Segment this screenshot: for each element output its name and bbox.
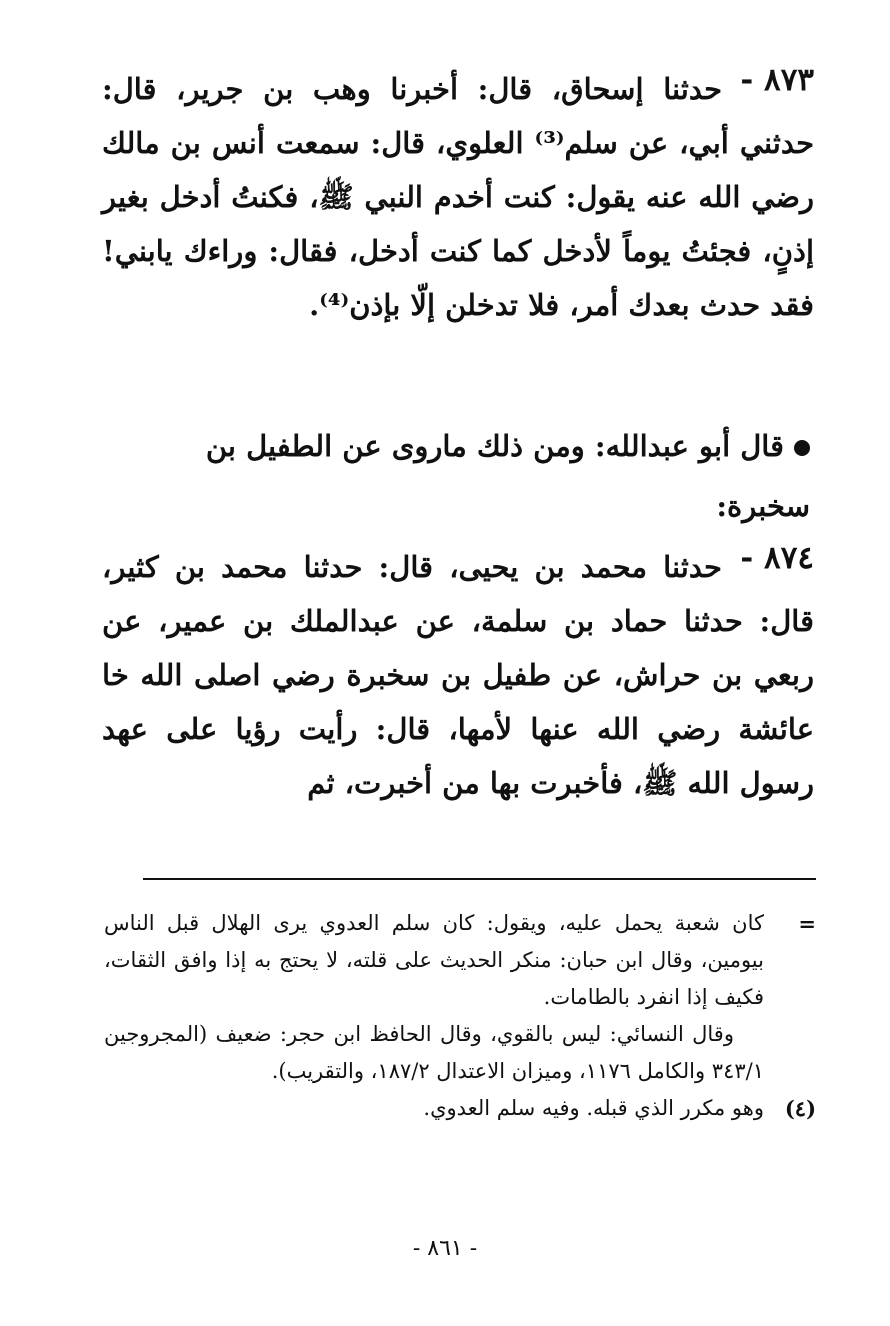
footnote-continued [104, 905, 816, 1016]
footnote-4 [104, 1090, 816, 1127]
hadith-text: حدثنا محمد بن يحيى، قال: حدثنا محمد بن كثير، قال: حدثنا حماد بن سلمة، عن عبدالملك بن عمير، عن ربعي بن حراش، عن طفيل بن سخبرة رضي اصلى الله خا عائشة رضي الله عنها لأمها، قال: رأيت رؤيا على عهد رسول الله ﷺ، فأخبرت بها من أخبرت، ثم [102, 550, 814, 800]
page-number: - ٨٦١ - [412, 1236, 478, 1261]
footnotes [104, 905, 816, 1127]
hadith-number: ٨٧٣ - [740, 62, 814, 98]
footnote-continued-text: كان شعبة يحمل عليه، ويقول: كان سلم العدوي يرى الهلال قبل الناس بيومين، وقال ابن حبان: منكر الحديث على قلته، لا يحتج به إذا وافق الثقات، فكيف إذا انفرد بالطامات. [104, 911, 764, 1009]
editor-note-text: قال أبو عبدالله: ومن ذلك ماروى عن الطفيل بن سخبرة: [205, 429, 810, 523]
hadith-874 [102, 540, 814, 810]
footnote-continued-paragraph: وقال النسائي: ليس بالقوي، وقال الحافظ ابن حجر: ضعيف (المجروجين ٣٤٣/١ والكامل ١١٧٦، وميزان الاعتدال ١٨٧/٢، والتقريب). [104, 1022, 764, 1083]
footnote-divider [143, 878, 816, 880]
hadith-873 [102, 62, 814, 332]
editor-note [106, 416, 810, 536]
footnote-4-marker: (٤) [784, 1096, 816, 1121]
hadith-number: ٨٧٤ - [740, 540, 814, 576]
hadith-text: حدثنا إسحاق، قال: أخبرنا وهب بن جرير، قال: حدثني أبي، عن سلم⁽³⁾ العلوي، قال: سمعت أنس بن مالك رضي الله عنه يقول: كنت أخدم النبي ﷺ، فكنتُ أدخل بغير إذنٍ، فجئتُ يوماً لأدخل كما كنت أدخل، فقال: وراءك يابني! فقد حدث بعدك أمر، فلا تدخلن إلّا بإذن⁽⁴⁾. [102, 72, 814, 322]
footnote-4-text: وهو مكرر الذي قبله. وفيه سلم العدوي. [423, 1096, 764, 1120]
footnote-continued-marker: = [798, 911, 816, 936]
bullet-icon [794, 440, 810, 456]
